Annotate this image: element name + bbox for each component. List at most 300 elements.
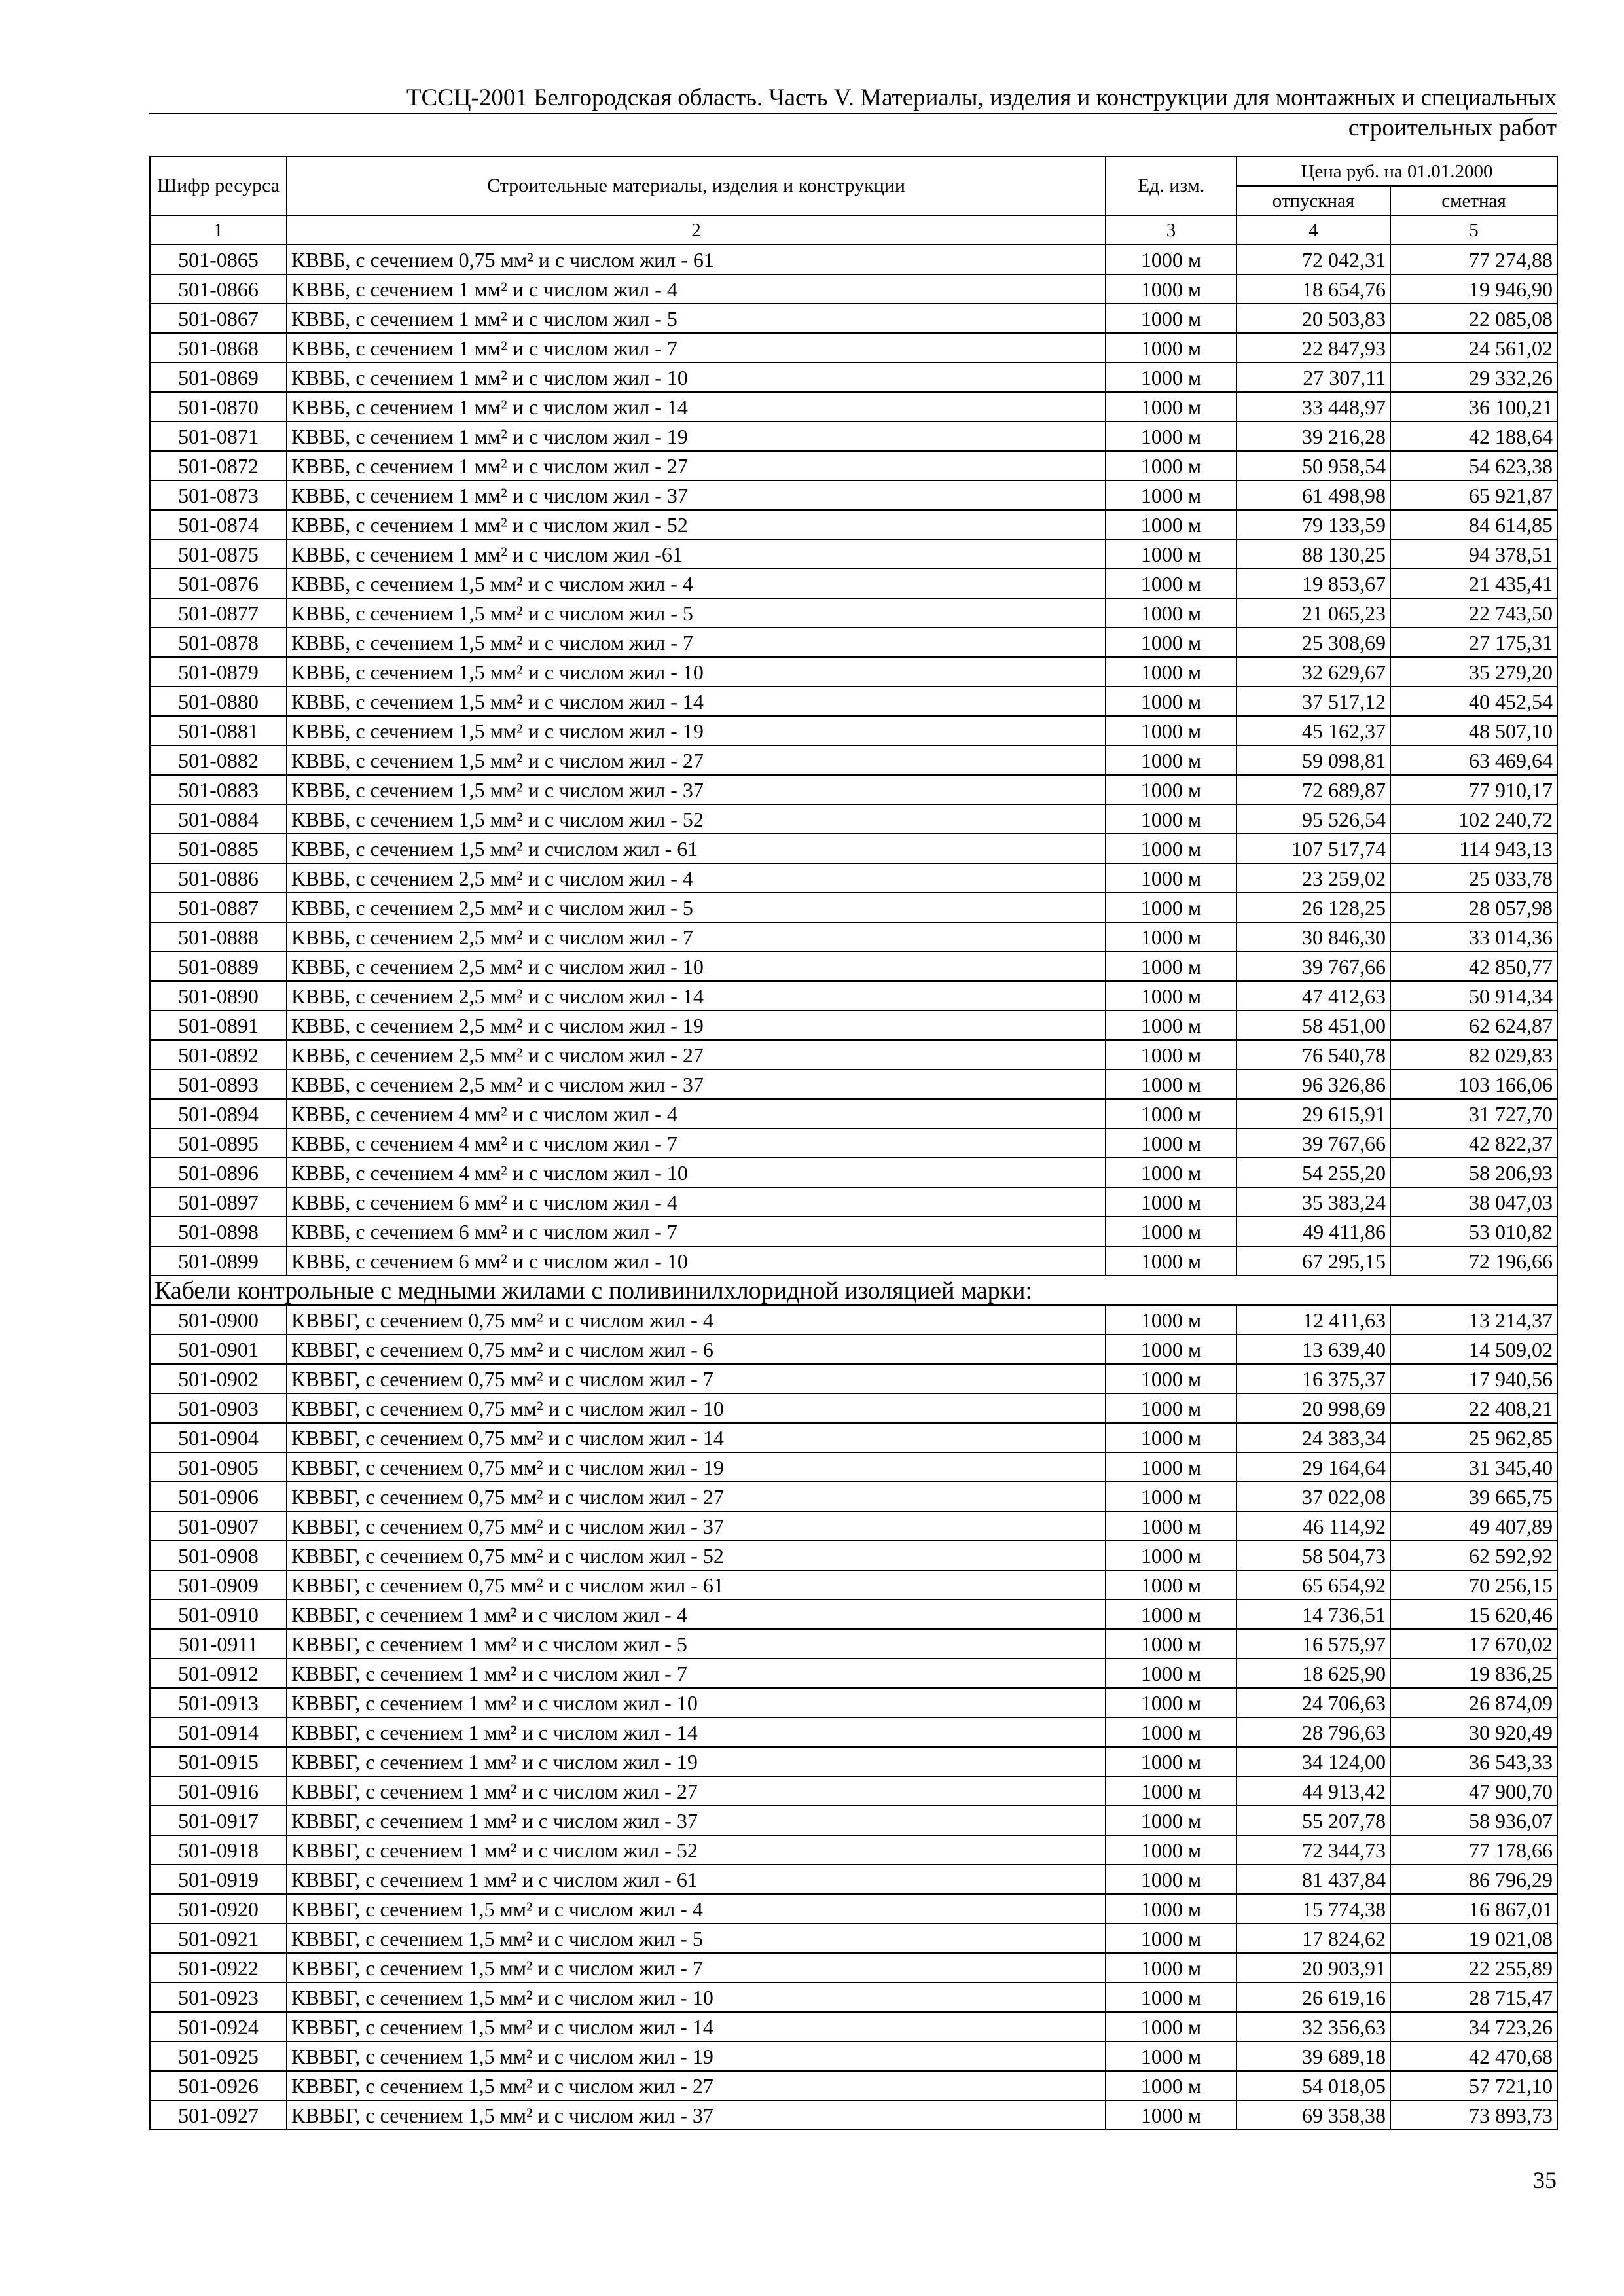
release-price-cell: 26 128,25	[1236, 893, 1390, 922]
table-row	[150, 392, 1557, 422]
estimate-price-cell: 21 435,41	[1390, 569, 1557, 598]
material-name-cell: КВВБ, с сечением 1 мм² и с числом жил - 37	[287, 480, 1106, 510]
estimate-price-cell: 17 940,56	[1390, 1364, 1557, 1393]
resource-code-cell: 501-0879	[150, 657, 287, 687]
table-row	[150, 1570, 1557, 1600]
release-price-cell: 49 411,86	[1236, 1217, 1390, 1246]
unit-cell: 1000 м	[1106, 1187, 1236, 1217]
price-table-body-kvvb	[150, 245, 1557, 1276]
unit-cell: 1000 м	[1106, 333, 1236, 363]
release-price-cell: 72 042,31	[1236, 245, 1390, 274]
material-name-cell: КВВБ, с сечением 1 мм² и с числом жил - 19	[287, 422, 1106, 451]
release-price-cell: 50 958,54	[1236, 451, 1390, 480]
release-price-cell: 20 903,91	[1236, 1953, 1390, 1982]
release-price-cell: 17 824,62	[1236, 1924, 1390, 1953]
table-row	[150, 657, 1557, 687]
column-number: 4	[1236, 215, 1390, 245]
release-price-cell: 54 018,05	[1236, 2071, 1390, 2100]
estimate-price-cell: 30 920,49	[1390, 1717, 1557, 1747]
resource-code-cell: 501-0922	[150, 1953, 287, 1982]
table-row	[150, 1894, 1557, 1924]
release-price-cell: 18 625,90	[1236, 1659, 1390, 1688]
estimate-price-cell: 42 822,37	[1390, 1128, 1557, 1158]
material-name-cell: КВВБ, с сечением 1,5 мм² и с числом жил - 10	[287, 657, 1106, 687]
resource-code-cell: 501-0881	[150, 716, 287, 745]
resource-code-cell: 501-0888	[150, 922, 287, 952]
estimate-price-cell: 50 914,34	[1390, 981, 1557, 1011]
unit-cell: 1000 м	[1106, 598, 1236, 628]
resource-code-cell: 501-0887	[150, 893, 287, 922]
release-price-cell: 29 615,91	[1236, 1099, 1390, 1128]
material-name-cell: КВВБГ, с сечением 0,75 мм² и с числом жил - 10	[287, 1393, 1106, 1423]
table-row	[150, 1688, 1557, 1717]
release-price-cell: 46 114,92	[1236, 1511, 1390, 1541]
table-row	[150, 304, 1557, 333]
estimate-price-cell: 84 614,85	[1390, 510, 1557, 539]
material-name-cell: КВВБГ, с сечением 1,5 мм² и с числом жил - 7	[287, 1953, 1106, 1982]
resource-code-cell: 501-0889	[150, 952, 287, 981]
release-price-cell: 13 639,40	[1236, 1335, 1390, 1364]
estimate-price-cell: 48 507,10	[1390, 716, 1557, 745]
page-number: 35	[1533, 2167, 1557, 2193]
resource-code-cell: 501-0912	[150, 1659, 287, 1688]
estimate-price-cell: 77 178,66	[1390, 1835, 1557, 1865]
table-row	[150, 245, 1557, 274]
estimate-price-cell: 40 452,54	[1390, 687, 1557, 716]
estimate-price-cell: 29 332,26	[1390, 363, 1557, 392]
estimate-price-cell: 26 874,09	[1390, 1688, 1557, 1717]
estimate-price-cell: 19 021,08	[1390, 1924, 1557, 1953]
resource-code-cell: 501-0902	[150, 1364, 287, 1393]
material-name-cell: КВВБ, с сечением 1,5 мм² и с числом жил - 14	[287, 687, 1106, 716]
material-name-cell: КВВБ, с сечением 2,5 мм² и с числом жил - 27	[287, 1040, 1106, 1069]
unit-cell: 1000 м	[1106, 2041, 1236, 2071]
material-name-cell: КВВБ, с сечением 2,5 мм² и с числом жил - 4	[287, 863, 1106, 893]
resource-code-cell: 501-0871	[150, 422, 287, 451]
resource-code-cell: 501-0876	[150, 569, 287, 598]
resource-code-cell: 501-0896	[150, 1158, 287, 1187]
estimate-price-cell: 16 867,01	[1390, 1894, 1557, 1924]
estimate-price-cell: 22 743,50	[1390, 598, 1557, 628]
material-name-cell: КВВБ, с сечением 0,75 мм² и с числом жил - 61	[287, 245, 1106, 274]
release-price-cell: 44 913,42	[1236, 1776, 1390, 1806]
price-table	[149, 156, 1558, 2130]
estimate-price-cell: 13 214,37	[1390, 1305, 1557, 1335]
table-row	[150, 1806, 1557, 1835]
column-number: 5	[1390, 215, 1557, 245]
section-title: Кабели контрольные с медными жилами с поливинилхлоридной изоляцией марки:	[150, 1276, 1557, 1305]
unit-cell: 1000 м	[1106, 1629, 1236, 1659]
estimate-price-cell: 82 029,83	[1390, 1040, 1557, 1069]
table-row	[150, 1924, 1557, 1953]
resource-code-cell: 501-0926	[150, 2071, 287, 2100]
release-price-cell: 27 307,11	[1236, 363, 1390, 392]
unit-cell: 1000 м	[1106, 1305, 1236, 1335]
material-name-cell: КВВБ, с сечением 2,5 мм² и с числом жил - 14	[287, 981, 1106, 1011]
column-number: 1	[150, 215, 287, 245]
release-price-cell: 79 133,59	[1236, 510, 1390, 539]
unit-cell: 1000 м	[1106, 1393, 1236, 1423]
resource-code-cell: 501-0927	[150, 2100, 287, 2130]
resource-code-cell: 501-0913	[150, 1688, 287, 1717]
estimate-price-cell: 38 047,03	[1390, 1187, 1557, 1217]
material-name-cell: КВВБГ, с сечением 1 мм² и с числом жил - 14	[287, 1717, 1106, 1747]
release-price-cell: 65 654,92	[1236, 1570, 1390, 1600]
unit-cell: 1000 м	[1106, 922, 1236, 952]
table-row	[150, 274, 1557, 304]
release-price-cell: 20 503,83	[1236, 304, 1390, 333]
table-row	[150, 1158, 1557, 1187]
estimate-price-cell: 57 721,10	[1390, 2071, 1557, 2100]
estimate-price-cell: 94 378,51	[1390, 539, 1557, 569]
table-row	[150, 1717, 1557, 1747]
page-header	[149, 84, 1557, 143]
unit-cell: 1000 м	[1106, 1040, 1236, 1069]
material-name-cell: КВВБГ, с сечением 1 мм² и с числом жил - 10	[287, 1688, 1106, 1717]
material-name-cell: КВВБ, с сечением 4 мм² и с числом жил - 7	[287, 1128, 1106, 1158]
estimate-price-cell: 15 620,46	[1390, 1600, 1557, 1629]
unit-cell: 1000 м	[1106, 422, 1236, 451]
release-price-cell: 39 216,28	[1236, 422, 1390, 451]
resource-code-cell: 501-0894	[150, 1099, 287, 1128]
resource-code-cell: 501-0923	[150, 1982, 287, 2012]
material-name-cell: КВВБ, с сечением 1,5 мм² и с числом жил - 4	[287, 569, 1106, 598]
material-name-cell: КВВБ, с сечением 2,5 мм² и с числом жил - 37	[287, 1069, 1106, 1099]
unit-cell: 1000 м	[1106, 1011, 1236, 1040]
table-row	[150, 1747, 1557, 1776]
resource-code-cell: 501-0895	[150, 1128, 287, 1158]
material-name-cell: КВВБ, с сечением 2,5 мм² и с числом жил - 7	[287, 922, 1106, 952]
release-price-cell: 58 504,73	[1236, 1541, 1390, 1570]
material-name-cell: КВВБ, с сечением 6 мм² и с числом жил - 10	[287, 1246, 1106, 1276]
unit-cell: 1000 м	[1106, 804, 1236, 834]
estimate-price-cell: 42 850,77	[1390, 952, 1557, 981]
estimate-price-cell: 62 624,87	[1390, 1011, 1557, 1040]
release-price-cell: 54 255,20	[1236, 1158, 1390, 1187]
material-name-cell: КВВБГ, с сечением 1,5 мм² и с числом жил - 10	[287, 1982, 1106, 2012]
estimate-price-cell: 58 936,07	[1390, 1806, 1557, 1835]
unit-cell: 1000 м	[1106, 1246, 1236, 1276]
table-row	[150, 687, 1557, 716]
table-row	[150, 1069, 1557, 1099]
resource-code-cell: 501-0865	[150, 245, 287, 274]
resource-code-cell: 501-0897	[150, 1187, 287, 1217]
table-row	[150, 2012, 1557, 2041]
table-row	[150, 2041, 1557, 2071]
unit-cell: 1000 м	[1106, 1570, 1236, 1600]
material-name-cell: КВВБГ, с сечением 1 мм² и с числом жил - 19	[287, 1747, 1106, 1776]
release-price-cell: 16 375,37	[1236, 1364, 1390, 1393]
unit-cell: 1000 м	[1106, 274, 1236, 304]
estimate-price-cell: 19 946,90	[1390, 274, 1557, 304]
release-price-cell: 25 308,69	[1236, 628, 1390, 657]
release-price-cell: 15 774,38	[1236, 1894, 1390, 1924]
release-price-cell: 39 767,66	[1236, 952, 1390, 981]
table-row	[150, 333, 1557, 363]
estimate-price-cell: 47 900,70	[1390, 1776, 1557, 1806]
material-name-cell: КВВБГ, с сечением 1 мм² и с числом жил - 27	[287, 1776, 1106, 1806]
release-price-cell: 22 847,93	[1236, 333, 1390, 363]
unit-cell: 1000 м	[1106, 1659, 1236, 1688]
resource-code-cell: 501-0908	[150, 1541, 287, 1570]
table-row	[150, 1953, 1557, 1982]
release-price-cell: 16 575,97	[1236, 1629, 1390, 1659]
table-row	[150, 1659, 1557, 1688]
material-name-cell: КВВБГ, с сечением 0,75 мм² и с числом жил - 7	[287, 1364, 1106, 1393]
material-name-cell: КВВБГ, с сечением 0,75 мм² и с числом жил - 6	[287, 1335, 1106, 1364]
table-row	[150, 1040, 1557, 1069]
material-name-cell: КВВБ, с сечением 1 мм² и с числом жил - 27	[287, 451, 1106, 480]
table-row	[150, 1865, 1557, 1894]
unit-cell: 1000 м	[1106, 1894, 1236, 1924]
header-title: ТССЦ-2001 Белгородская область. Часть V. Материалы, изделия и конструкции для монтажных и специальных	[406, 84, 1557, 111]
release-price-cell: 28 796,63	[1236, 1717, 1390, 1747]
unit-cell: 1000 м	[1106, 245, 1236, 274]
unit-cell: 1000 м	[1106, 1364, 1236, 1393]
unit-cell: 1000 м	[1106, 363, 1236, 392]
resource-code-cell: 501-0873	[150, 480, 287, 510]
resource-code-cell: 501-0869	[150, 363, 287, 392]
material-name-cell: КВВБ, с сечением 1 мм² и с числом жил - 7	[287, 333, 1106, 363]
table-row	[150, 981, 1557, 1011]
release-price-cell: 55 207,78	[1236, 1806, 1390, 1835]
release-price-cell: 45 162,37	[1236, 716, 1390, 745]
resource-code-cell: 501-0875	[150, 539, 287, 569]
resource-code-cell: 501-0903	[150, 1393, 287, 1423]
estimate-price-cell: 24 561,02	[1390, 333, 1557, 363]
release-price-cell: 32 356,63	[1236, 2012, 1390, 2041]
table-row	[150, 1423, 1557, 1452]
column-number-row	[150, 215, 1557, 245]
estimate-price-cell: 28 057,98	[1390, 893, 1557, 922]
estimate-price-cell: 34 723,26	[1390, 2012, 1557, 2041]
table-row	[150, 893, 1557, 922]
table-row	[150, 775, 1557, 804]
table-row	[150, 510, 1557, 539]
release-price-cell: 24 706,63	[1236, 1688, 1390, 1717]
table-row	[150, 1511, 1557, 1541]
resource-code-cell: 501-0868	[150, 333, 287, 363]
col-release-price-header: отпускная	[1236, 186, 1390, 215]
release-price-cell: 34 124,00	[1236, 1747, 1390, 1776]
table-row	[150, 2100, 1557, 2130]
unit-cell: 1000 м	[1106, 1423, 1236, 1452]
resource-code-cell: 501-0893	[150, 1069, 287, 1099]
unit-cell: 1000 м	[1106, 1128, 1236, 1158]
release-price-cell: 29 164,64	[1236, 1452, 1390, 1482]
estimate-price-cell: 42 470,68	[1390, 2041, 1557, 2071]
material-name-cell: КВВБ, с сечением 1 мм² и с числом жил - 52	[287, 510, 1106, 539]
table-row	[150, 451, 1557, 480]
estimate-price-cell: 49 407,89	[1390, 1511, 1557, 1541]
resource-code-cell: 501-0866	[150, 274, 287, 304]
release-price-cell: 96 326,86	[1236, 1069, 1390, 1099]
resource-code-cell: 501-0900	[150, 1305, 287, 1335]
release-price-cell: 107 517,74	[1236, 834, 1390, 863]
unit-cell: 1000 м	[1106, 1511, 1236, 1541]
unit-cell: 1000 м	[1106, 2100, 1236, 2130]
material-name-cell: КВВБ, с сечением 1 мм² и с числом жил - 10	[287, 363, 1106, 392]
estimate-price-cell: 62 592,92	[1390, 1541, 1557, 1570]
resource-code-cell: 501-0905	[150, 1452, 287, 1482]
material-name-cell: КВВБГ, с сечением 0,75 мм² и с числом жил - 37	[287, 1511, 1106, 1541]
unit-cell: 1000 м	[1106, 1069, 1236, 1099]
col-unit-header: Ед. изм.	[1106, 156, 1236, 215]
table-row	[150, 1541, 1557, 1570]
table-row	[150, 628, 1557, 657]
estimate-price-cell: 42 188,64	[1390, 422, 1557, 451]
estimate-price-cell: 72 196,66	[1390, 1246, 1557, 1276]
unit-cell: 1000 м	[1106, 981, 1236, 1011]
release-price-cell: 19 853,67	[1236, 569, 1390, 598]
resource-code-cell: 501-0884	[150, 804, 287, 834]
unit-cell: 1000 м	[1106, 510, 1236, 539]
resource-code-cell: 501-0883	[150, 775, 287, 804]
table-row	[150, 1011, 1557, 1040]
unit-cell: 1000 м	[1106, 893, 1236, 922]
estimate-price-cell: 35 279,20	[1390, 657, 1557, 687]
release-price-cell: 58 451,00	[1236, 1011, 1390, 1040]
price-table-header	[150, 156, 1557, 245]
table-row	[150, 1128, 1557, 1158]
resource-code-cell: 501-0886	[150, 863, 287, 893]
material-name-cell: КВВБ, с сечением 1,5 мм² и с числом жил - 52	[287, 804, 1106, 834]
unit-cell: 1000 м	[1106, 1924, 1236, 1953]
estimate-price-cell: 14 509,02	[1390, 1335, 1557, 1364]
release-price-cell: 61 498,98	[1236, 480, 1390, 510]
material-name-cell: КВВБГ, с сечением 1,5 мм² и с числом жил - 27	[287, 2071, 1106, 2100]
resource-code-cell: 501-0921	[150, 1924, 287, 1953]
unit-cell: 1000 м	[1106, 392, 1236, 422]
price-table-body-kvvbg	[150, 1305, 1557, 2130]
unit-cell: 1000 м	[1106, 1217, 1236, 1246]
table-row	[150, 1776, 1557, 1806]
resource-code-cell: 501-0901	[150, 1335, 287, 1364]
resource-code-cell: 501-0925	[150, 2041, 287, 2071]
material-name-cell: КВВБГ, с сечением 0,75 мм² и с числом жил - 4	[287, 1305, 1106, 1335]
material-name-cell: КВВБГ, с сечением 1 мм² и с числом жил - 4	[287, 1600, 1106, 1629]
unit-cell: 1000 м	[1106, 1482, 1236, 1511]
table-row	[150, 952, 1557, 981]
material-name-cell: КВВБГ, с сечением 1 мм² и с числом жил - 61	[287, 1865, 1106, 1894]
release-price-cell: 30 846,30	[1236, 922, 1390, 952]
column-number: 3	[1106, 215, 1236, 245]
resource-code-cell: 501-0915	[150, 1747, 287, 1776]
table-row	[150, 716, 1557, 745]
material-name-cell: КВВБ, с сечением 1,5 мм² и с числом жил - 19	[287, 716, 1106, 745]
resource-code-cell: 501-0924	[150, 2012, 287, 2041]
table-row	[150, 922, 1557, 952]
estimate-price-cell: 22 408,21	[1390, 1393, 1557, 1423]
unit-cell: 1000 м	[1106, 2071, 1236, 2100]
release-price-cell: 14 736,51	[1236, 1600, 1390, 1629]
release-price-cell: 21 065,23	[1236, 598, 1390, 628]
resource-code-cell: 501-0916	[150, 1776, 287, 1806]
table-row	[150, 863, 1557, 893]
table-row	[150, 480, 1557, 510]
section-row-group	[150, 1276, 1557, 1305]
table-row	[150, 1364, 1557, 1393]
release-price-cell: 47 412,63	[1236, 981, 1390, 1011]
material-name-cell: КВВБГ, с сечением 0,75 мм² и с числом жил - 19	[287, 1452, 1106, 1482]
material-name-cell: КВВБ, с сечением 4 мм² и с числом жил - 4	[287, 1099, 1106, 1128]
release-price-cell: 69 358,38	[1236, 2100, 1390, 2130]
material-name-cell: КВВБ, с сечением 2,5 мм² и с числом жил - 10	[287, 952, 1106, 981]
table-row	[150, 804, 1557, 834]
estimate-price-cell: 36 543,33	[1390, 1747, 1557, 1776]
release-price-cell: 67 295,15	[1236, 1246, 1390, 1276]
estimate-price-cell: 70 256,15	[1390, 1570, 1557, 1600]
unit-cell: 1000 м	[1106, 1688, 1236, 1717]
estimate-price-cell: 39 665,75	[1390, 1482, 1557, 1511]
col-estimate-price-header: сметная	[1390, 186, 1557, 215]
release-price-cell: 76 540,78	[1236, 1040, 1390, 1069]
resource-code-cell: 501-0877	[150, 598, 287, 628]
material-name-cell: КВВБ, с сечением 1,5 мм² и счислом жил - 61	[287, 834, 1106, 863]
table-row	[150, 598, 1557, 628]
table-row	[150, 1217, 1557, 1246]
table-row	[150, 1099, 1557, 1128]
unit-cell: 1000 м	[1106, 1335, 1236, 1364]
table-row	[150, 1629, 1557, 1659]
material-name-cell: КВВБ, с сечением 2,5 мм² и с числом жил - 19	[287, 1011, 1106, 1040]
release-price-cell: 35 383,24	[1236, 1187, 1390, 1217]
unit-cell: 1000 м	[1106, 1865, 1236, 1894]
resource-code-cell: 501-0904	[150, 1423, 287, 1452]
table-row	[150, 1393, 1557, 1423]
unit-cell: 1000 м	[1106, 863, 1236, 893]
material-name-cell: КВВБГ, с сечением 1 мм² и с числом жил - 5	[287, 1629, 1106, 1659]
release-price-cell: 39 689,18	[1236, 2041, 1390, 2071]
section-row	[150, 1276, 1557, 1305]
material-name-cell: КВВБ, с сечением 4 мм² и с числом жил - 10	[287, 1158, 1106, 1187]
estimate-price-cell: 103 166,06	[1390, 1069, 1557, 1099]
resource-code-cell: 501-0878	[150, 628, 287, 657]
resource-code-cell: 501-0872	[150, 451, 287, 480]
estimate-price-cell: 36 100,21	[1390, 392, 1557, 422]
estimate-price-cell: 73 893,73	[1390, 2100, 1557, 2130]
material-name-cell: КВВБГ, с сечением 1,5 мм² и с числом жил - 4	[287, 1894, 1106, 1924]
material-name-cell: КВВБ, с сечением 2,5 мм² и с числом жил - 5	[287, 893, 1106, 922]
table-row	[150, 1835, 1557, 1865]
estimate-price-cell: 58 206,93	[1390, 1158, 1557, 1187]
column-number: 2	[287, 215, 1106, 245]
resource-code-cell: 501-0910	[150, 1600, 287, 1629]
unit-cell: 1000 м	[1106, 480, 1236, 510]
resource-code-cell: 501-0920	[150, 1894, 287, 1924]
unit-cell: 1000 м	[1106, 1776, 1236, 1806]
unit-cell: 1000 м	[1106, 1541, 1236, 1570]
estimate-price-cell: 22 085,08	[1390, 304, 1557, 333]
resource-code-cell: 501-0885	[150, 834, 287, 863]
resource-code-cell: 501-0909	[150, 1570, 287, 1600]
table-row	[150, 745, 1557, 775]
table-row	[150, 1482, 1557, 1511]
resource-code-cell: 501-0867	[150, 304, 287, 333]
table-row	[150, 1982, 1557, 2012]
material-name-cell: КВВБГ, с сечением 0,75 мм² и с числом жил - 14	[287, 1423, 1106, 1452]
unit-cell: 1000 м	[1106, 1982, 1236, 2012]
material-name-cell: КВВБ, с сечением 1,5 мм² и с числом жил - 37	[287, 775, 1106, 804]
material-name-cell: КВВБ, с сечением 1,5 мм² и с числом жил - 5	[287, 598, 1106, 628]
material-name-cell: КВВБ, с сечением 1 мм² и с числом жил - 4	[287, 274, 1106, 304]
estimate-price-cell: 102 240,72	[1390, 804, 1557, 834]
table-row	[150, 1600, 1557, 1629]
table-row	[150, 1246, 1557, 1276]
resource-code-cell: 501-0899	[150, 1246, 287, 1276]
release-price-cell: 95 526,54	[1236, 804, 1390, 834]
estimate-price-cell: 63 469,64	[1390, 745, 1557, 775]
